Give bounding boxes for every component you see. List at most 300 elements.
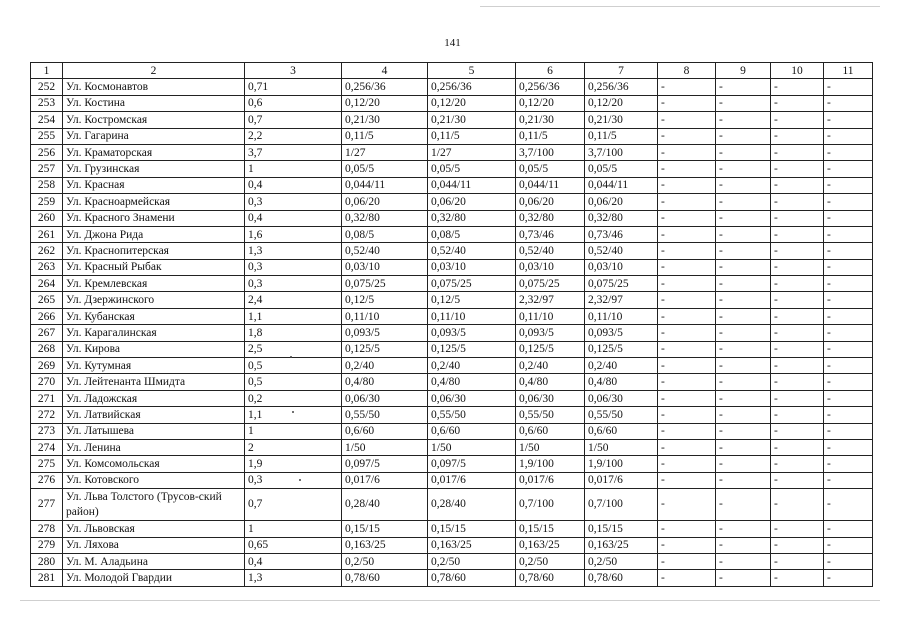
table-row xyxy=(31,79,873,95)
column-header-6: 6 xyxy=(516,63,585,79)
col-10-cell: - xyxy=(771,308,824,324)
col-4-cell: 0,2/40 xyxy=(342,358,428,374)
col-8-cell: - xyxy=(658,95,716,111)
col-3-cell: 1 xyxy=(245,423,342,439)
col-7-cell: 0,6/60 xyxy=(585,423,658,439)
street-name-cell: Ул. Краматорская xyxy=(63,144,245,160)
table-row xyxy=(31,472,873,488)
col-3-cell: 0,3 xyxy=(245,276,342,292)
street-name-cell: Ул. Кремлевская xyxy=(63,276,245,292)
table-row xyxy=(31,308,873,324)
col-3-cell: 2,2 xyxy=(245,128,342,144)
col-4-cell: 0,11/5 xyxy=(342,128,428,144)
col-10-cell: - xyxy=(771,472,824,488)
col-3-cell: 1 xyxy=(245,161,342,177)
col-11-cell: - xyxy=(824,226,873,242)
col-7-cell: 0,044/11 xyxy=(585,177,658,193)
col-5-cell: 0,32/80 xyxy=(428,210,516,226)
col-11-cell: - xyxy=(824,144,873,160)
row-number-cell: 258 xyxy=(31,177,63,193)
col-3-cell: 0,4 xyxy=(245,210,342,226)
table-row xyxy=(31,161,873,177)
col-11-cell: - xyxy=(824,472,873,488)
col-4-cell: 0,06/30 xyxy=(342,390,428,406)
col-10-cell: - xyxy=(771,423,824,439)
col-7-cell: 1,9/100 xyxy=(585,456,658,472)
col-11-cell: - xyxy=(824,243,873,259)
col-3-cell: 0,3 xyxy=(245,259,342,275)
street-name-cell: Ул. Львовская xyxy=(63,521,245,537)
row-number-cell: 273 xyxy=(31,423,63,439)
street-name-cell: Ул. Джона Рида xyxy=(63,226,245,242)
row-number-cell: 272 xyxy=(31,407,63,423)
col-3-cell: 0,71 xyxy=(245,79,342,95)
col-4-cell: 0,55/50 xyxy=(342,407,428,423)
col-6-cell: 0,21/30 xyxy=(516,112,585,128)
col-7-cell: 0,06/30 xyxy=(585,390,658,406)
col-11-cell: - xyxy=(824,358,873,374)
table-row xyxy=(31,456,873,472)
col-3-cell: 0,7 xyxy=(245,489,342,521)
col-9-cell: - xyxy=(716,226,771,242)
col-6-cell: 0,256/36 xyxy=(516,79,585,95)
col-4-cell: 0,08/5 xyxy=(342,226,428,242)
table-row xyxy=(31,292,873,308)
col-8-cell: - xyxy=(658,439,716,455)
col-7-cell: 0,2/40 xyxy=(585,358,658,374)
col-10-cell: - xyxy=(771,407,824,423)
col-11-cell: - xyxy=(824,259,873,275)
col-6-cell: 1,9/100 xyxy=(516,456,585,472)
col-6-cell: 0,55/50 xyxy=(516,407,585,423)
col-11-cell: - xyxy=(824,325,873,341)
col-8-cell: - xyxy=(658,423,716,439)
col-7-cell: 0,12/20 xyxy=(585,95,658,111)
col-5-cell: 0,6/60 xyxy=(428,423,516,439)
scan-speck xyxy=(290,356,292,358)
street-name-cell: Ул. Костромская xyxy=(63,112,245,128)
column-header-1: 1 xyxy=(31,63,63,79)
col-10-cell: - xyxy=(771,210,824,226)
col-4-cell: 0,05/5 xyxy=(342,161,428,177)
col-11-cell: - xyxy=(824,79,873,95)
col-5-cell: 0,12/5 xyxy=(428,292,516,308)
table-row xyxy=(31,553,873,569)
col-7-cell: 0,21/30 xyxy=(585,112,658,128)
col-4-cell: 0,075/25 xyxy=(342,276,428,292)
col-6-cell: 0,7/100 xyxy=(516,489,585,521)
col-5-cell: 0,12/20 xyxy=(428,95,516,111)
column-header-4: 4 xyxy=(342,63,428,79)
col-5-cell: 0,044/11 xyxy=(428,177,516,193)
col-9-cell: - xyxy=(716,456,771,472)
row-number-cell: 261 xyxy=(31,226,63,242)
col-3-cell: 1,6 xyxy=(245,226,342,242)
street-name-cell: Ул. Красного Знамени xyxy=(63,210,245,226)
col-5-cell: 0,163/25 xyxy=(428,537,516,553)
street-name-cell: Ул. Ладожская xyxy=(63,390,245,406)
row-number-cell: 278 xyxy=(31,521,63,537)
col-9-cell: - xyxy=(716,407,771,423)
row-number-cell: 281 xyxy=(31,570,63,586)
col-4-cell: 1/27 xyxy=(342,144,428,160)
col-3-cell: 1,8 xyxy=(245,325,342,341)
col-3-cell: 2,4 xyxy=(245,292,342,308)
col-11-cell: - xyxy=(824,161,873,177)
col-5-cell: 0,075/25 xyxy=(428,276,516,292)
col-4-cell: 0,12/5 xyxy=(342,292,428,308)
col-9-cell: - xyxy=(716,79,771,95)
col-8-cell: - xyxy=(658,489,716,521)
col-8-cell: - xyxy=(658,390,716,406)
col-7-cell: 0,125/5 xyxy=(585,341,658,357)
table-row xyxy=(31,226,873,242)
col-5-cell: 0,2/40 xyxy=(428,358,516,374)
col-10-cell: - xyxy=(771,521,824,537)
col-3-cell: 0,65 xyxy=(245,537,342,553)
street-name-cell: Ул. Краснопитерская xyxy=(63,243,245,259)
col-10-cell: - xyxy=(771,439,824,455)
row-number-cell: 256 xyxy=(31,144,63,160)
col-4-cell: 0,52/40 xyxy=(342,243,428,259)
col-3-cell: 1,1 xyxy=(245,407,342,423)
col-3-cell: 0,4 xyxy=(245,553,342,569)
col-9-cell: - xyxy=(716,95,771,111)
col-10-cell: - xyxy=(771,374,824,390)
col-10-cell: - xyxy=(771,341,824,357)
scan-artifact-top xyxy=(480,6,880,7)
row-number-cell: 271 xyxy=(31,390,63,406)
row-number-cell: 280 xyxy=(31,553,63,569)
col-9-cell: - xyxy=(716,553,771,569)
col-8-cell: - xyxy=(658,79,716,95)
table-row xyxy=(31,390,873,406)
street-name-cell: Ул. Грузинская xyxy=(63,161,245,177)
col-8-cell: - xyxy=(658,161,716,177)
col-8-cell: - xyxy=(658,210,716,226)
col-8-cell: - xyxy=(658,308,716,324)
row-number-cell: 252 xyxy=(31,79,63,95)
col-6-cell: 0,017/6 xyxy=(516,472,585,488)
col-9-cell: - xyxy=(716,521,771,537)
col-7-cell: 3,7/100 xyxy=(585,144,658,160)
col-8-cell: - xyxy=(658,194,716,210)
table-row xyxy=(31,570,873,586)
scan-speck xyxy=(292,411,294,413)
col-4-cell: 0,093/5 xyxy=(342,325,428,341)
street-name-cell: Ул. Лейтенанта Шмидта xyxy=(63,374,245,390)
col-4-cell: 1/50 xyxy=(342,439,428,455)
col-9-cell: - xyxy=(716,243,771,259)
col-8-cell: - xyxy=(658,570,716,586)
col-3-cell: 1 xyxy=(245,521,342,537)
col-9-cell: - xyxy=(716,423,771,439)
table-row xyxy=(31,325,873,341)
col-10-cell: - xyxy=(771,259,824,275)
col-10-cell: - xyxy=(771,292,824,308)
col-7-cell: 0,73/46 xyxy=(585,226,658,242)
col-11-cell: - xyxy=(824,489,873,521)
col-9-cell: - xyxy=(716,358,771,374)
row-number-cell: 267 xyxy=(31,325,63,341)
street-name-cell: Ул. Костина xyxy=(63,95,245,111)
col-9-cell: - xyxy=(716,489,771,521)
col-9-cell: - xyxy=(716,390,771,406)
col-5-cell: 0,11/5 xyxy=(428,128,516,144)
col-6-cell: 0,11/10 xyxy=(516,308,585,324)
col-4-cell: 0,06/20 xyxy=(342,194,428,210)
col-6-cell: 0,32/80 xyxy=(516,210,585,226)
row-number-cell: 277 xyxy=(31,489,63,521)
col-7-cell: 0,15/15 xyxy=(585,521,658,537)
col-7-cell: 0,32/80 xyxy=(585,210,658,226)
col-10-cell: - xyxy=(771,95,824,111)
col-7-cell: 0,7/100 xyxy=(585,489,658,521)
col-3-cell: 1,1 xyxy=(245,308,342,324)
col-11-cell: - xyxy=(824,112,873,128)
col-5-cell: 0,11/10 xyxy=(428,308,516,324)
col-6-cell: 0,73/46 xyxy=(516,226,585,242)
street-name-cell: Ул. Карагалинская xyxy=(63,325,245,341)
col-4-cell: 0,2/50 xyxy=(342,553,428,569)
col-3-cell: 0,5 xyxy=(245,374,342,390)
row-number-cell: 265 xyxy=(31,292,63,308)
column-header-7: 7 xyxy=(585,63,658,79)
col-6-cell: 0,093/5 xyxy=(516,325,585,341)
col-7-cell: 0,075/25 xyxy=(585,276,658,292)
table-row xyxy=(31,407,873,423)
table-row xyxy=(31,243,873,259)
table-row xyxy=(31,177,873,193)
street-name-cell: Ул. Льва Толстого (Трусов-ский район) xyxy=(63,489,245,521)
row-number-cell: 266 xyxy=(31,308,63,324)
street-name-cell: Ул. Комсомольская xyxy=(63,456,245,472)
row-number-cell: 270 xyxy=(31,374,63,390)
column-header-5: 5 xyxy=(428,63,516,79)
col-11-cell: - xyxy=(824,95,873,111)
col-10-cell: - xyxy=(771,276,824,292)
table-row xyxy=(31,489,873,521)
col-7-cell: 0,163/25 xyxy=(585,537,658,553)
table-row xyxy=(31,112,873,128)
table-row xyxy=(31,537,873,553)
col-4-cell: 0,256/36 xyxy=(342,79,428,95)
street-name-cell: Ул. Гагарина xyxy=(63,128,245,144)
col-9-cell: - xyxy=(716,374,771,390)
col-10-cell: - xyxy=(771,553,824,569)
street-name-cell: Ул. Красный Рыбак xyxy=(63,259,245,275)
col-9-cell: - xyxy=(716,439,771,455)
col-9-cell: - xyxy=(716,341,771,357)
row-number-cell: 275 xyxy=(31,456,63,472)
table-row xyxy=(31,95,873,111)
col-6-cell: 0,12/20 xyxy=(516,95,585,111)
col-6-cell: 0,05/5 xyxy=(516,161,585,177)
col-6-cell: 2,32/97 xyxy=(516,292,585,308)
col-10-cell: - xyxy=(771,358,824,374)
col-4-cell: 0,044/11 xyxy=(342,177,428,193)
column-header-3: 3 xyxy=(245,63,342,79)
col-11-cell: - xyxy=(824,521,873,537)
col-5-cell: 0,256/36 xyxy=(428,79,516,95)
col-5-cell: 0,15/15 xyxy=(428,521,516,537)
col-8-cell: - xyxy=(658,226,716,242)
col-5-cell: 0,28/40 xyxy=(428,489,516,521)
col-9-cell: - xyxy=(716,177,771,193)
col-4-cell: 0,21/30 xyxy=(342,112,428,128)
col-8-cell: - xyxy=(658,358,716,374)
col-10-cell: - xyxy=(771,161,824,177)
col-11-cell: - xyxy=(824,390,873,406)
table-row xyxy=(31,521,873,537)
col-10-cell: - xyxy=(771,112,824,128)
col-4-cell: 0,125/5 xyxy=(342,341,428,357)
col-4-cell: 0,017/6 xyxy=(342,472,428,488)
col-5-cell: 0,05/5 xyxy=(428,161,516,177)
col-3-cell: 1,9 xyxy=(245,456,342,472)
col-3-cell: 1,3 xyxy=(245,570,342,586)
col-7-cell: 0,256/36 xyxy=(585,79,658,95)
col-10-cell: - xyxy=(771,128,824,144)
table-row xyxy=(31,423,873,439)
street-name-cell: Ул. Кутумная xyxy=(63,358,245,374)
col-5-cell: 0,03/10 xyxy=(428,259,516,275)
col-11-cell: - xyxy=(824,456,873,472)
col-5-cell: 0,093/5 xyxy=(428,325,516,341)
col-8-cell: - xyxy=(658,144,716,160)
col-11-cell: - xyxy=(824,439,873,455)
row-number-cell: 276 xyxy=(31,472,63,488)
col-5-cell: 0,4/80 xyxy=(428,374,516,390)
col-5-cell: 0,06/30 xyxy=(428,390,516,406)
col-7-cell: 0,11/10 xyxy=(585,308,658,324)
col-3-cell: 1,3 xyxy=(245,243,342,259)
col-6-cell: 0,78/60 xyxy=(516,570,585,586)
column-header-11: 11 xyxy=(824,63,873,79)
row-number-cell: 262 xyxy=(31,243,63,259)
col-9-cell: - xyxy=(716,194,771,210)
col-10-cell: - xyxy=(771,177,824,193)
col-11-cell: - xyxy=(824,276,873,292)
col-4-cell: 0,163/25 xyxy=(342,537,428,553)
col-10-cell: - xyxy=(771,144,824,160)
col-8-cell: - xyxy=(658,553,716,569)
table-row xyxy=(31,128,873,144)
row-number-cell: 255 xyxy=(31,128,63,144)
row-number-cell: 268 xyxy=(31,341,63,357)
street-name-cell: Ул. Ляхова xyxy=(63,537,245,553)
street-name-cell: Ул. Котовского xyxy=(63,472,245,488)
col-8-cell: - xyxy=(658,325,716,341)
col-6-cell: 0,11/5 xyxy=(516,128,585,144)
table-row xyxy=(31,210,873,226)
col-11-cell: - xyxy=(824,128,873,144)
col-6-cell: 0,06/30 xyxy=(516,390,585,406)
col-5-cell: 0,52/40 xyxy=(428,243,516,259)
header-row xyxy=(31,63,873,79)
col-5-cell: 0,125/5 xyxy=(428,341,516,357)
street-name-cell: Ул. Космонавтов xyxy=(63,79,245,95)
row-number-cell: 279 xyxy=(31,537,63,553)
row-number-cell: 259 xyxy=(31,194,63,210)
col-3-cell: 0,2 xyxy=(245,390,342,406)
col-6-cell: 0,2/50 xyxy=(516,553,585,569)
col-10-cell: - xyxy=(771,226,824,242)
col-5-cell: 0,097/5 xyxy=(428,456,516,472)
col-8-cell: - xyxy=(658,292,716,308)
col-9-cell: - xyxy=(716,161,771,177)
col-11-cell: - xyxy=(824,423,873,439)
col-4-cell: 0,78/60 xyxy=(342,570,428,586)
column-header-8: 8 xyxy=(658,63,716,79)
col-6-cell: 0,2/40 xyxy=(516,358,585,374)
col-8-cell: - xyxy=(658,243,716,259)
col-11-cell: - xyxy=(824,374,873,390)
data-table xyxy=(30,62,873,587)
table-row xyxy=(31,439,873,455)
col-4-cell: 0,03/10 xyxy=(342,259,428,275)
col-7-cell: 0,4/80 xyxy=(585,374,658,390)
column-header-2: 2 xyxy=(63,63,245,79)
street-name-cell: Ул. Латвийская xyxy=(63,407,245,423)
col-5-cell: 0,017/6 xyxy=(428,472,516,488)
col-7-cell: 0,017/6 xyxy=(585,472,658,488)
table-row xyxy=(31,144,873,160)
col-5-cell: 0,08/5 xyxy=(428,226,516,242)
col-10-cell: - xyxy=(771,456,824,472)
column-header-10: 10 xyxy=(771,63,824,79)
col-5-cell: 0,78/60 xyxy=(428,570,516,586)
col-9-cell: - xyxy=(716,128,771,144)
col-9-cell: - xyxy=(716,112,771,128)
col-6-cell: 0,075/25 xyxy=(516,276,585,292)
column-header-9: 9 xyxy=(716,63,771,79)
col-10-cell: - xyxy=(771,390,824,406)
col-9-cell: - xyxy=(716,537,771,553)
col-4-cell: 0,12/20 xyxy=(342,95,428,111)
col-7-cell: 0,05/5 xyxy=(585,161,658,177)
col-3-cell: 0,3 xyxy=(245,472,342,488)
col-3-cell: 0,6 xyxy=(245,95,342,111)
col-6-cell: 1/50 xyxy=(516,439,585,455)
col-11-cell: - xyxy=(824,194,873,210)
col-8-cell: - xyxy=(658,341,716,357)
col-10-cell: - xyxy=(771,243,824,259)
col-5-cell: 1/27 xyxy=(428,144,516,160)
row-number-cell: 274 xyxy=(31,439,63,455)
col-10-cell: - xyxy=(771,570,824,586)
col-10-cell: - xyxy=(771,325,824,341)
street-name-cell: Ул. Кирова xyxy=(63,341,245,357)
col-7-cell: 0,52/40 xyxy=(585,243,658,259)
col-7-cell: 0,78/60 xyxy=(585,570,658,586)
table-row xyxy=(31,341,873,357)
col-7-cell: 0,093/5 xyxy=(585,325,658,341)
col-8-cell: - xyxy=(658,112,716,128)
col-4-cell: 0,15/15 xyxy=(342,521,428,537)
col-7-cell: 0,2/50 xyxy=(585,553,658,569)
street-name-cell: Ул. Дзержинского xyxy=(63,292,245,308)
table-row xyxy=(31,259,873,275)
col-7-cell: 0,11/5 xyxy=(585,128,658,144)
col-9-cell: - xyxy=(716,276,771,292)
row-number-cell: 253 xyxy=(31,95,63,111)
col-3-cell: 0,7 xyxy=(245,112,342,128)
col-9-cell: - xyxy=(716,308,771,324)
street-name-cell: Ул. Красноармейская xyxy=(63,194,245,210)
col-10-cell: - xyxy=(771,79,824,95)
col-9-cell: - xyxy=(716,210,771,226)
